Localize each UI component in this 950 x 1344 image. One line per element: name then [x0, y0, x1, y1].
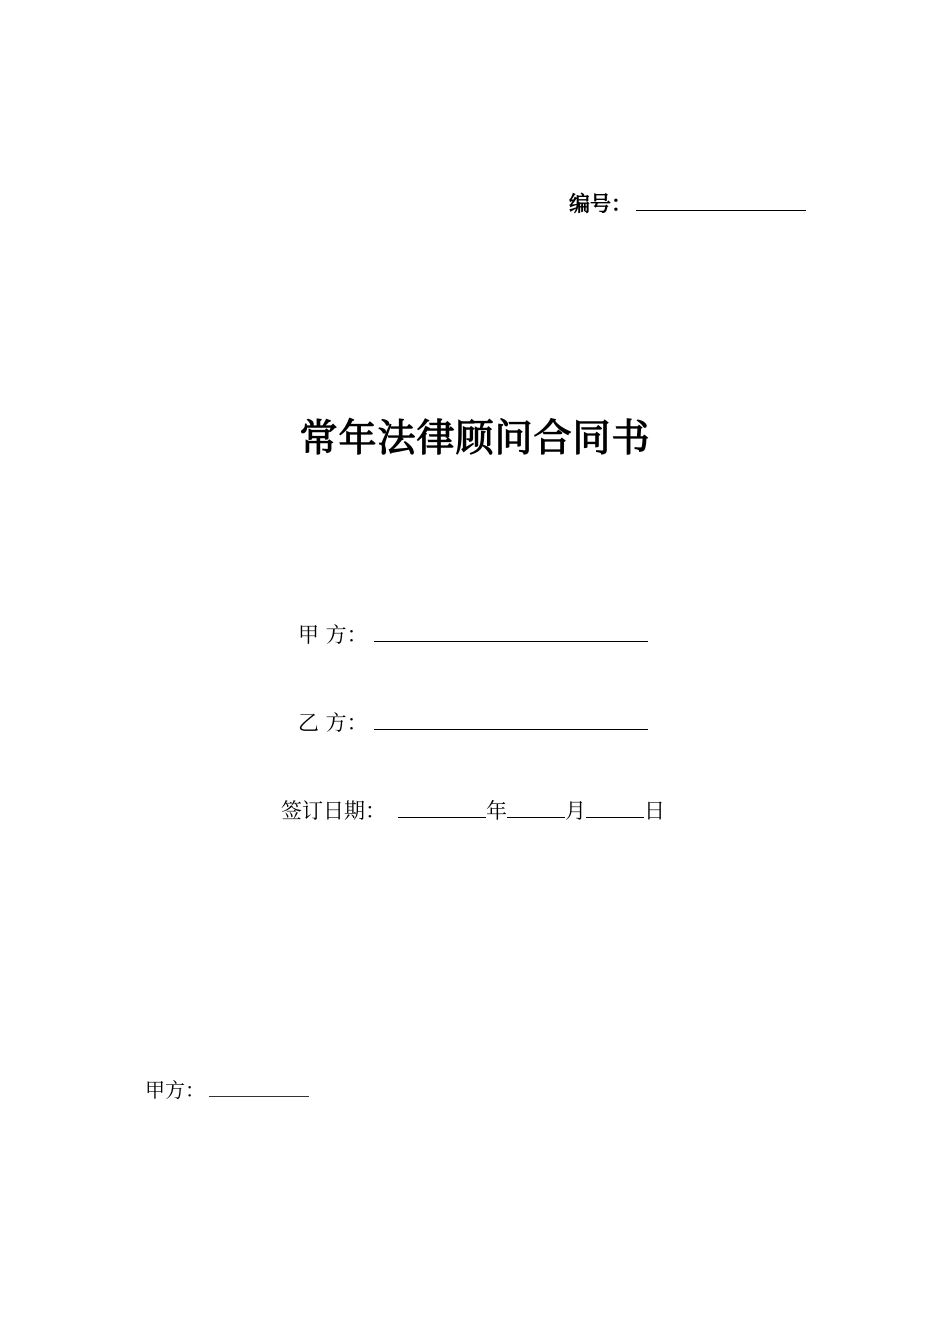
year-label: 年 [486, 799, 507, 823]
footer-party-a-blank [209, 1076, 309, 1097]
party-a-blank [374, 619, 648, 642]
day-label: 日 [644, 799, 665, 823]
party-b-label: 乙 方： [298, 711, 368, 735]
party-a-line [298, 619, 648, 650]
contract-number-blank [636, 188, 806, 211]
month-label: 月 [565, 799, 586, 823]
month-blank [507, 795, 565, 818]
party-b-blank [374, 707, 648, 730]
footer-party-a-label: 甲方： [145, 1078, 205, 1102]
contract-number-line [569, 188, 806, 219]
party-a-label: 甲 方： [298, 623, 368, 647]
year-blank [398, 795, 486, 818]
day-blank [586, 795, 644, 818]
footer-party-a-line [145, 1076, 309, 1104]
document-title: 常年法律顾问合同书 [299, 416, 651, 460]
sign-date-label: 签订日期： [281, 799, 386, 823]
contract-number-label: 编号： [569, 192, 632, 216]
party-b-line [298, 707, 648, 738]
sign-date-line [281, 795, 665, 826]
